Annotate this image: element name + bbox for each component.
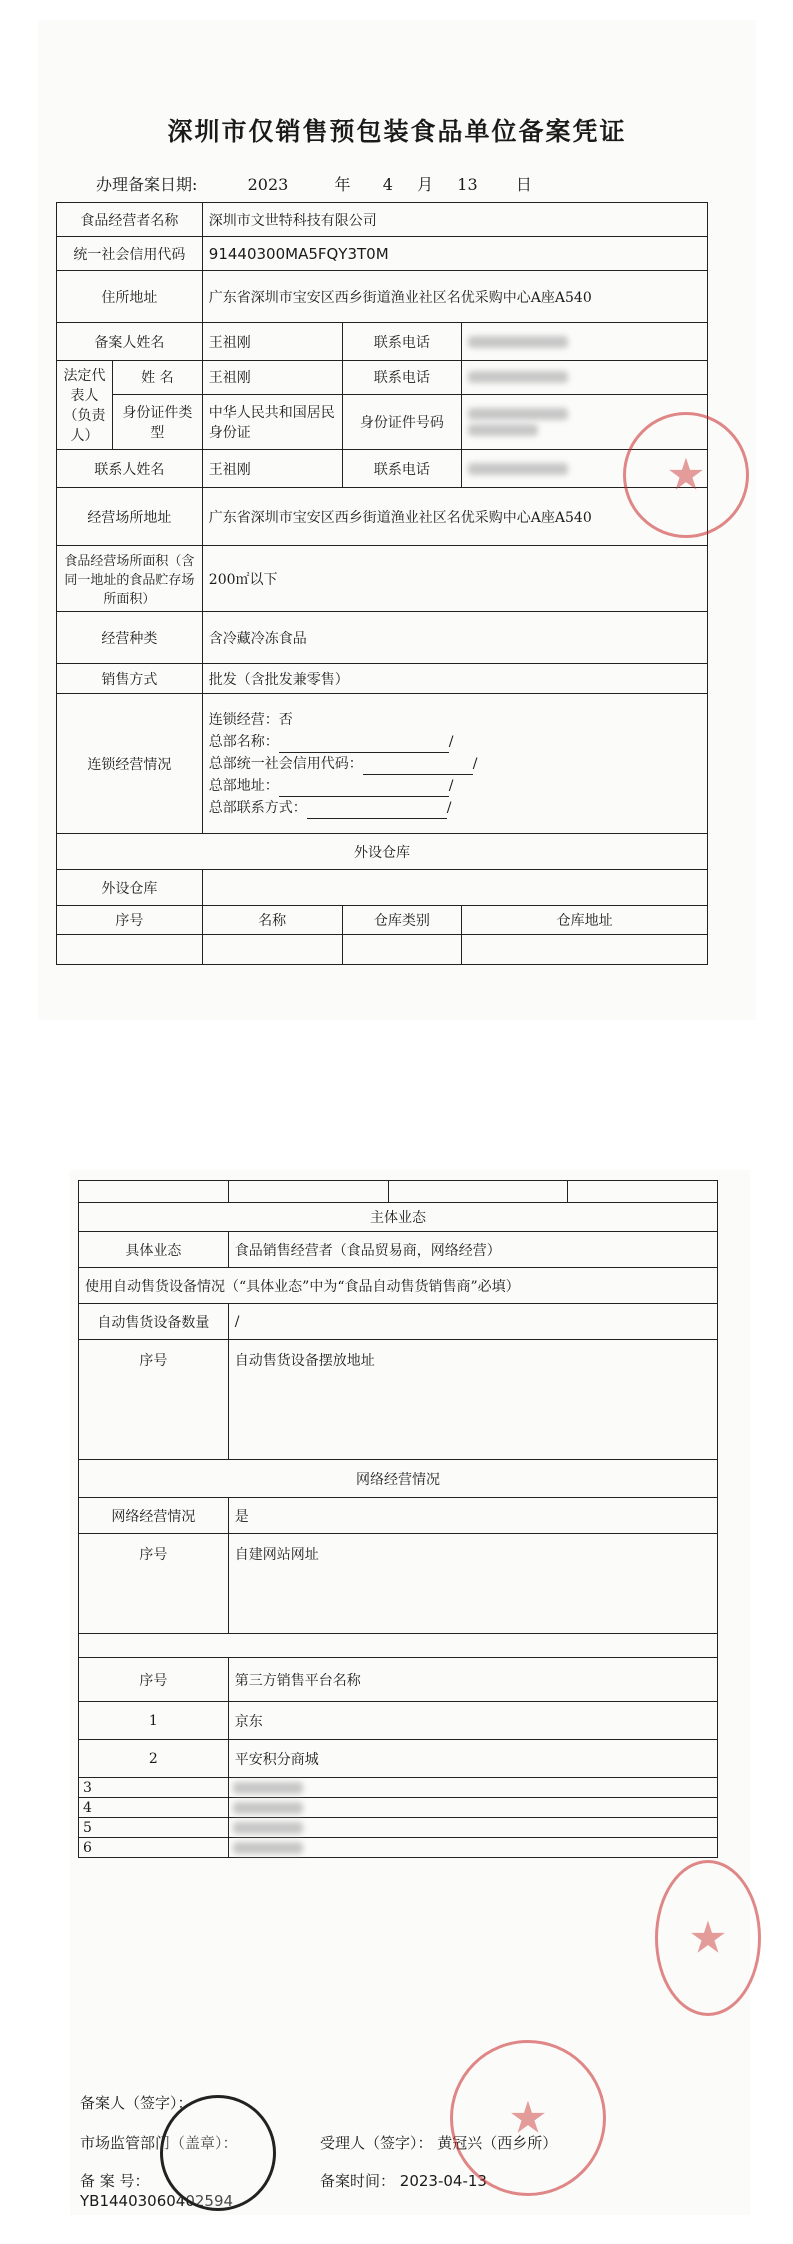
platform-1-name: 京东 <box>228 1702 717 1740</box>
filing-number-value: YB14403060402594 <box>80 2192 234 2210</box>
hq-name-line: 总部名称： / <box>209 731 701 753</box>
specific-type-label: 具体业态 <box>79 1232 229 1268</box>
network-section-title: 网络经营情况 <box>79 1460 718 1498</box>
date-label: 办理备案日期: <box>96 175 198 194</box>
certificate-page-2 <box>70 1170 750 2215</box>
document-title: 深圳市仅销售预包装食品单位备案凭证 <box>167 117 627 146</box>
date-year-unit: 年 <box>334 175 351 194</box>
sales-value: 批发（含批发兼零售） <box>202 664 707 694</box>
platform-3-no: 3 <box>79 1778 229 1798</box>
warehouse-empty-cell <box>57 935 203 965</box>
warehouse-section-title: 外设仓库 <box>57 834 708 870</box>
credit-code-value: 91440300MA5FQY3T0M <box>202 237 707 271</box>
warehouse-col-name: 名称 <box>202 906 342 935</box>
acceptor-line <box>320 2132 557 2153</box>
network-status-value: 是 <box>228 1498 717 1534</box>
platform-4-name <box>228 1798 717 1818</box>
seal-star-icon: ★ <box>666 449 706 501</box>
top-empty-cell <box>388 1181 568 1203</box>
website-label: 自建网站网址 <box>228 1534 717 1634</box>
filer-phone-label: 联系电话 <box>342 323 462 361</box>
premises-value: 广东省深圳市宝安区西乡街道渔业社区名优采购中心A座A540 <box>202 488 707 546</box>
filer-signature-label: 备案人（签字）： <box>80 2094 193 2112</box>
platform-5-no: 5 <box>79 1818 229 1838</box>
id-number-redacted <box>462 394 708 449</box>
platform-col-seq: 序号 <box>79 1658 229 1702</box>
contact-name-value: 王祖刚 <box>202 450 342 488</box>
platform-5-name <box>228 1818 717 1838</box>
hq-contact-line: 总部联系方式： / <box>209 797 701 819</box>
category-value: 含冷藏冷冻食品 <box>202 612 707 664</box>
warehouse-empty-cell <box>342 935 462 965</box>
top-empty-cell <box>79 1181 229 1203</box>
chain-status: 连锁经营：否 <box>208 711 293 728</box>
platform-6-no: 6 <box>79 1838 229 1858</box>
filing-number-label: 备 案 号： <box>80 2172 150 2190</box>
platform-name-label: 第三方销售平台名称 <box>228 1658 717 1702</box>
vending-count-value: / <box>228 1304 717 1340</box>
vending-heading: 使用自动售货设备情况（“具体业态”中为“食品自动售货销售商”必填） <box>79 1268 718 1304</box>
filing-time-value: 2023-04-13 <box>399 2172 487 2190</box>
filer-name-label: 备案人姓名 <box>57 323 203 361</box>
chain-details <box>202 694 707 834</box>
seal-star-icon: ★ <box>508 2092 548 2144</box>
certificate-page-1 <box>38 20 756 1020</box>
warehouse-col-address: 仓库地址 <box>462 906 708 935</box>
filer-phone-redacted <box>462 323 708 361</box>
filing-time-line <box>320 2170 487 2191</box>
warehouse-value <box>202 870 707 906</box>
registration-table <box>56 202 708 965</box>
subject-section-title: 主体业态 <box>79 1203 718 1232</box>
vending-count-label: 自动售货设备数量 <box>79 1304 229 1340</box>
market-dept-label: 市场监管部门（盖章）： <box>80 2134 238 2152</box>
address-value: 广东省深圳市宝安区西乡街道渔业社区名优采购中心A座A540 <box>202 271 707 323</box>
hq-code-line: 总部统一社会信用代码： / <box>209 753 701 775</box>
vending-address-label: 自动售货设备摆放地址 <box>228 1340 717 1460</box>
platform-2-no: 2 <box>79 1740 229 1778</box>
filer-name-value: 王祖刚 <box>202 323 342 361</box>
platform-1-no: 1 <box>79 1702 229 1740</box>
site-col-seq: 序号 <box>79 1534 229 1634</box>
vending-col-seq: 序号 <box>79 1340 229 1460</box>
platform-4-no: 4 <box>79 1798 229 1818</box>
warehouse-label: 外设仓库 <box>57 870 203 906</box>
id-type-label: 身份证件类型 <box>112 394 202 449</box>
legal-phone-label: 联系电话 <box>342 361 462 395</box>
platform-3-name <box>228 1778 717 1798</box>
contact-name-label: 联系人姓名 <box>57 450 203 488</box>
address-label: 住所地址 <box>57 271 203 323</box>
specific-type-value: 食品销售经营者（食品贸易商，网络经营） <box>228 1232 717 1268</box>
legal-name-label: 姓 名 <box>112 361 202 395</box>
legal-rep-label: 法定代表人（负责人） <box>57 361 113 450</box>
legal-name-value: 王祖刚 <box>202 361 342 395</box>
operator-name-label: 食品经营者名称 <box>57 203 203 237</box>
edge-red-seal <box>655 1860 761 2016</box>
area-label: 食品经营场所面积（含同一地址的食品贮存场所面积） <box>57 546 203 612</box>
filing-time-label: 备案时间： <box>320 2172 396 2190</box>
warehouse-col-seq: 序号 <box>57 906 203 935</box>
category-label: 经营种类 <box>57 612 203 664</box>
contact-phone-redacted <box>462 450 708 488</box>
warehouse-empty-cell <box>462 935 708 965</box>
warehouse-col-type: 仓库类别 <box>342 906 462 935</box>
id-type-value: 中华人民共和国居民身份证 <box>202 394 342 449</box>
filing-date-line <box>96 172 532 195</box>
top-empty-cell <box>228 1181 388 1203</box>
top-empty-cell <box>568 1181 718 1203</box>
premises-label: 经营场所地址 <box>57 488 203 546</box>
date-day-unit: 日 <box>515 175 532 194</box>
area-value: 200㎡以下 <box>202 546 707 612</box>
legal-phone-redacted <box>462 361 708 395</box>
network-status-label: 网络经营情况 <box>79 1498 229 1534</box>
platform-2-name: 平安积分商城 <box>228 1740 717 1778</box>
spacer-row <box>79 1634 718 1658</box>
date-day: 13 <box>457 175 478 194</box>
sales-label: 销售方式 <box>57 664 203 694</box>
operator-name-value: 深圳市文世特科技有限公司 <box>202 203 707 237</box>
warehouse-empty-cell <box>202 935 342 965</box>
seal-star-icon: ★ <box>688 1912 728 1964</box>
date-month: 4 <box>382 175 393 194</box>
platform-6-name <box>228 1838 717 1858</box>
acceptor-label: 受理人（签字）： <box>320 2134 433 2152</box>
chain-label: 连锁经营情况 <box>57 694 203 834</box>
id-number-label: 身份证件号码 <box>342 394 462 449</box>
date-month-unit: 月 <box>417 175 434 194</box>
credit-code-label: 统一社会信用代码 <box>57 237 203 271</box>
contact-phone-label: 联系电话 <box>342 450 462 488</box>
hq-address-line: 总部地址： / <box>209 775 701 797</box>
acceptor-name: 黄冠兴（西乡所） <box>437 2134 558 2152</box>
business-table <box>78 1180 718 1858</box>
date-year: 2023 <box>247 175 289 194</box>
